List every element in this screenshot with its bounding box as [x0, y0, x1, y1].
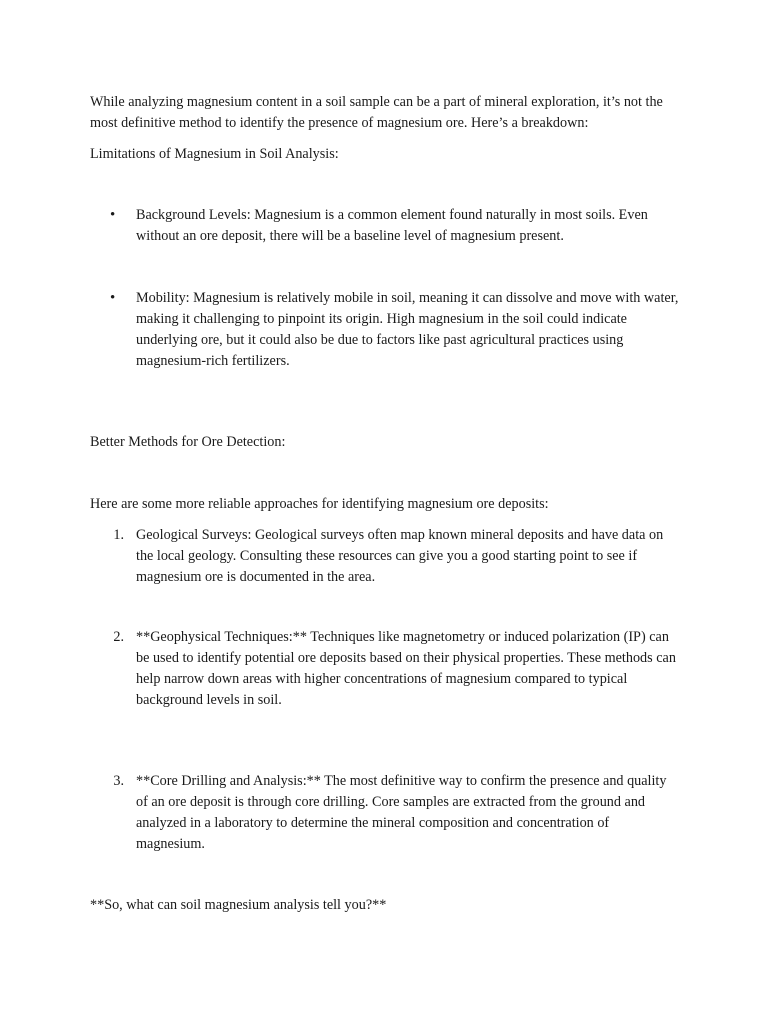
list-item-background-levels: Background Levels: Magnesium is a common element found naturally in most soils. Even without an ore deposit, there will be a baseline level of magnesium present.: [136, 207, 648, 244]
limitations-heading: Limitations of Magnesium in Soil Analysis:: [90, 146, 339, 162]
list-item-mobility: Mobility: Magnesium is relatively mobile in soil, meaning it can dissolve and move with water, making it challenging to pinpoint its origin. High magnesium in the soil could indicate underlying ore, but it could also be due to factors like past agricultural practices using magnesium-rich fertilizers.: [136, 290, 679, 369]
methods-heading: Better Methods for Ore Detection:: [90, 434, 286, 450]
list-number: 3.: [113, 773, 124, 789]
bullet-marker: •: [110, 207, 116, 223]
list-item-core-drilling: **Core Drilling and Analysis:** The most definitive way to confirm the presence and quality of an ore deposit is through core drilling. Core samples are extracted from the ground and analyzed in a laboratory to determine the mineral composition and concentration of magnesium.: [136, 773, 667, 852]
bullet-marker: •: [110, 290, 116, 306]
list-number: 1.: [113, 527, 124, 543]
list-number: 2.: [113, 629, 124, 645]
list-item-geological-surveys: Geological Surveys: Geological surveys often map known mineral deposits and have data on the local geology. Consulting these resources can give you a good starting point to see if magnesium ore is documented in the area.: [136, 527, 664, 585]
list-item-geophysical-techniques: **Geophysical Techniques:** Techniques like magnetometry or induced polarization (IP) can be used to identify potential ore deposits based on their physical properties. These methods can help narrow down areas with higher concentrations of magnesium compared to typical background levels in soil.: [136, 629, 676, 708]
intro-paragraph: While analyzing magnesium content in a soil sample can be a part of mineral exploration, it’s not the most definitive method to identify the presence of magnesium ore. Here’s a breakdown:: [90, 94, 663, 131]
closing-question: **So, what can soil magnesium analysis tell you?**: [90, 897, 387, 913]
methods-intro: Here are some more reliable approaches for identifying magnesium ore deposits:: [90, 496, 549, 512]
